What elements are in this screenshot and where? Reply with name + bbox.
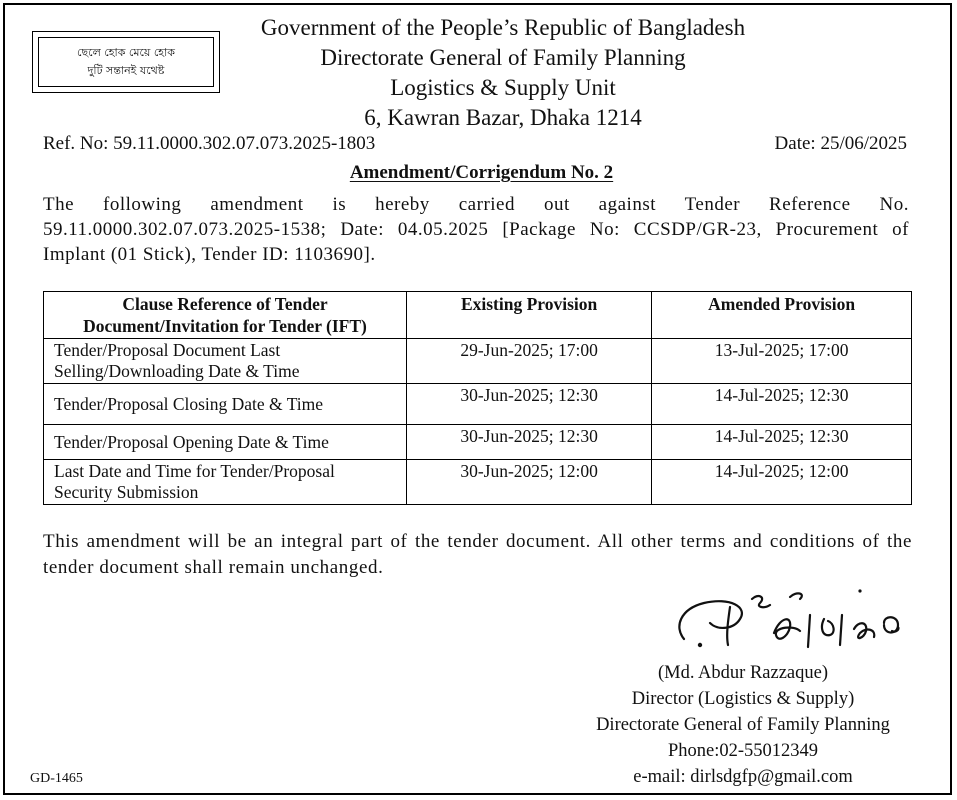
signatory-designation: Director (Logistics & Supply): [631, 689, 855, 709]
footer-code: GD-1465: [30, 771, 83, 786]
signature-stroke: [790, 593, 802, 599]
signature-stroke: [774, 619, 800, 638]
clause-cell: Tender/Proposal Closing Date & Time: [44, 384, 407, 425]
header-unit: Logistics & Supply Unit: [390, 75, 616, 100]
header-existing: Existing Provision: [407, 292, 652, 339]
reference-number: Ref. No: 59.11.0000.302.07.073.2025-1803: [43, 133, 376, 154]
clause-cell: Last Date and Time for Tender/Proposal Security Submission: [44, 460, 407, 505]
header-government: Government of the People’s Republic of Bangladesh: [260, 15, 746, 40]
existing-cell: 29-Jun-2025; 17:00: [407, 339, 652, 384]
signatory-block: [553, 660, 933, 790]
table-row: [44, 384, 912, 425]
letterhead: [5, 13, 950, 133]
signatory-phone: Phone:02-55012349: [667, 741, 819, 761]
document-title: [5, 162, 950, 184]
table-row: [44, 339, 912, 384]
signatory-email: e-mail: dirlsdgfp@gmail.com: [633, 767, 853, 787]
signature-stroke: [840, 615, 842, 645]
signature-stroke: [892, 627, 899, 632]
existing-cell: 30-Jun-2025; 12:30: [407, 425, 652, 460]
signature-dot: [858, 589, 861, 592]
header-directorate: Directorate General of Family Planning: [320, 45, 686, 70]
signature-stroke: [822, 619, 834, 635]
amended-cell: 13-Jul-2025; 17:00: [652, 339, 912, 384]
document-title-text: Amendment/Corrigendum No. 2: [349, 162, 614, 183]
amendment-table: [43, 291, 912, 505]
amended-cell: 14-Jul-2025; 12:30: [652, 425, 912, 460]
signature-stroke: [854, 623, 874, 638]
table-header-row: [44, 292, 912, 339]
header-address: 6, Kawran Bazar, Dhaka 1214: [364, 105, 642, 130]
signature-stroke: [752, 596, 770, 607]
clause-cell: Tender/Proposal Document Last Selling/Downloading Date & Time: [44, 339, 407, 384]
handwritten-signature: [670, 587, 930, 663]
stamp-line-1: ছেলে হোক মেয়ে হোক: [77, 46, 175, 59]
table-row: [44, 425, 912, 460]
notice-page: [3, 3, 952, 795]
stamp-line-2: দুটি সন্তানই যথেষ্ট: [87, 64, 165, 77]
existing-cell: 30-Jun-2025; 12:30: [407, 384, 652, 425]
amended-cell: 14-Jul-2025; 12:30: [652, 384, 912, 425]
signature-dot: [698, 643, 702, 647]
table-row: [44, 460, 912, 505]
clause-cell: Tender/Proposal Opening Date & Time: [44, 425, 407, 460]
header-clause: Clause Reference of Tender Document/Invitation for Tender (IFT): [44, 292, 407, 339]
closing-paragraph: This amendment will be an integral part of the tender document. All other terms and conditions of the tender document shall remain unchanged.: [43, 531, 912, 578]
issue-date: Date: 25/06/2025: [774, 133, 907, 154]
intro-paragraph: The following amendment is hereby carried out against Tender Reference No. 59.11.0000.302.07.073.2025-1538; Date: 04.05.2025 [Package No: CCSDP/GR-23, Procurement of Implant (01 Stick), Tender ID: 1103690].: [43, 194, 909, 265]
existing-cell: 30-Jun-2025; 12:00: [407, 460, 652, 505]
header-amended: Amended Provision: [652, 292, 912, 339]
signatory-office: Directorate General of Family Planning: [596, 715, 890, 735]
signature-stroke: [679, 601, 742, 639]
amended-cell: 14-Jul-2025; 12:00: [652, 460, 912, 505]
signature-stroke: [808, 615, 810, 647]
signatory-name: (Md. Abdur Razzaque): [657, 663, 829, 683]
